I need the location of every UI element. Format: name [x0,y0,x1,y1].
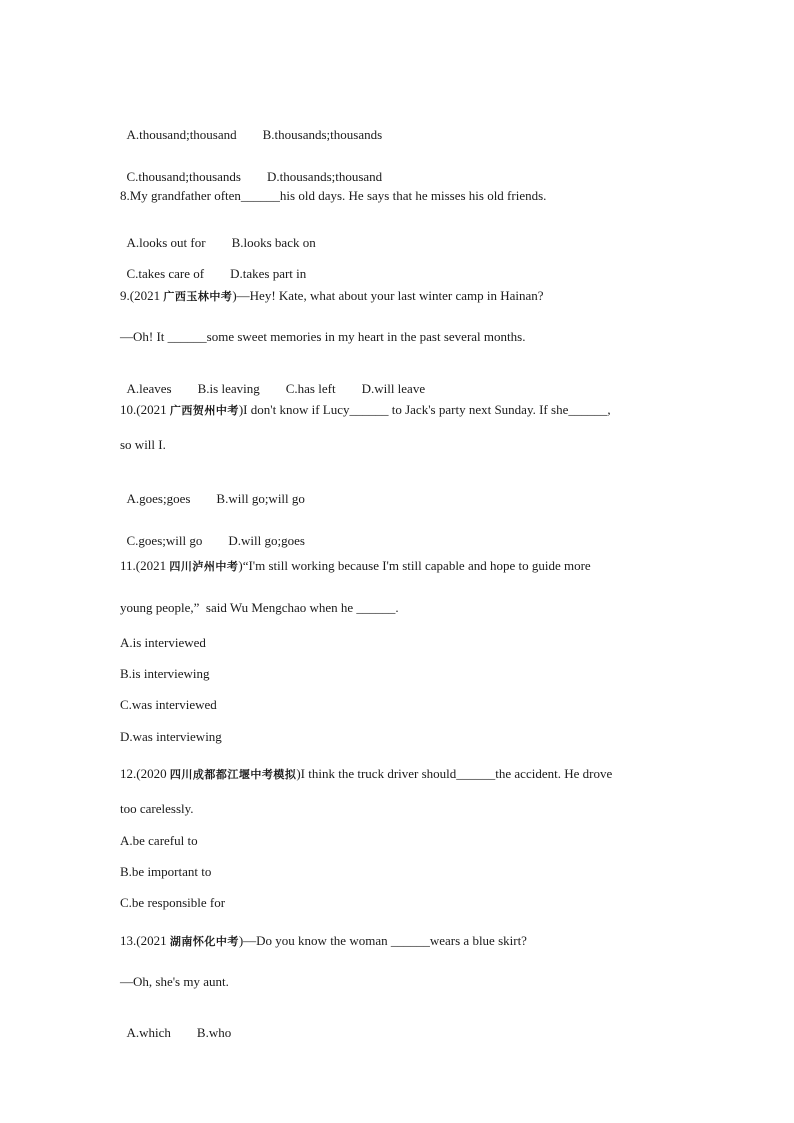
q10-options-row1 [120,475,305,507]
q11-stem [120,558,591,575]
q7-option-c: C.thousand;thousands [126,169,241,184]
q9-option-a: A.leaves [126,381,172,396]
q8-option-b: B.looks back on [231,235,316,250]
q8-option-a: A.looks out for [126,235,206,250]
q8-options-row2 [120,250,306,282]
q13-option-a: A.which [126,1025,171,1040]
q10-option-b: B.will go;will go [216,491,305,506]
q9-option-c: C.has left [285,381,336,396]
q12-stem [120,766,612,783]
q11-line2: young people,” said Wu Mengchao when he ______. [120,600,399,615]
q12-number: 12.(2020 [120,766,170,781]
q11-option-d: D.was interviewing [120,729,222,744]
q9-text: )—Hey! Kate, what about your last winter camp in Hainan? [232,288,544,303]
q10-option-a: A.goes;goes [126,491,191,506]
q11-number: 11.(2021 [120,558,170,573]
q11-source: 四川泸州中考 [169,560,239,573]
q8-option-c: C.takes care of [126,266,205,281]
q7-options-row2 [120,153,382,185]
q12-option-a: A.be careful to [120,833,198,848]
q10-text: )I don't know if Lucy______ to Jack's party next Sunday. If she______, [238,402,611,417]
q10-option-d: D.will go;goes [228,533,305,548]
q13-number: 13.(2021 [120,933,170,948]
q12-line2: too carelessly. [120,801,194,816]
q11-text: )“I'm still working because I'm still capable and hope to guide more [238,558,591,573]
q12-option-c: C.be responsible for [120,895,226,910]
q9-options [120,365,425,397]
q13-options [120,1009,231,1041]
q9-option-d: D.will leave [361,381,426,396]
q12-text: )I think the truck driver should______the accident. He drove [296,766,613,781]
q7-options-row1 [120,111,382,143]
q11-option-b: B.is interviewing [120,666,210,681]
q11-option-a: A.is interviewed [120,635,206,650]
q10-stem [120,402,611,419]
q13-option-b: B.who [196,1025,232,1040]
q8-option-d: D.takes part in [230,266,307,281]
q7-option-a: A.thousand;thousand [126,127,237,142]
q12-source: 四川成都都江堰中考模拟 [169,768,297,781]
q7-option-d: D.thousands;thousand [266,169,383,184]
q10-line2: so will I. [120,437,166,452]
q9-source: 广西玉林中考 [163,290,233,303]
q9-stem [120,288,544,305]
q13-text: )—Do you know the woman ______wears a blue skirt? [238,933,527,948]
q10-options-row2 [120,517,305,549]
q10-number: 10.(2021 [120,402,170,417]
q9-number: 9.(2021 [120,288,164,303]
q7-option-b: B.thousands;thousands [262,127,383,142]
q13-stem [120,933,527,950]
q12-option-b: B.be important to [120,864,212,879]
q9-option-b: B.is leaving [197,381,260,396]
q8-stem: 8.My grandfather often______his old days. He says that he misses his old friends. [120,188,547,203]
q8-options-row1 [120,219,316,251]
q10-source: 广西贺州中考 [169,404,239,417]
q13-line2: —Oh, she's my aunt. [120,974,229,989]
q10-option-c: C.goes;will go [126,533,203,548]
q13-source: 湖南怀化中考 [169,935,239,948]
q9-line2: —Oh! It ______some sweet memories in my heart in the past several months. [120,329,526,344]
q11-option-c: C.was interviewed [120,697,217,712]
